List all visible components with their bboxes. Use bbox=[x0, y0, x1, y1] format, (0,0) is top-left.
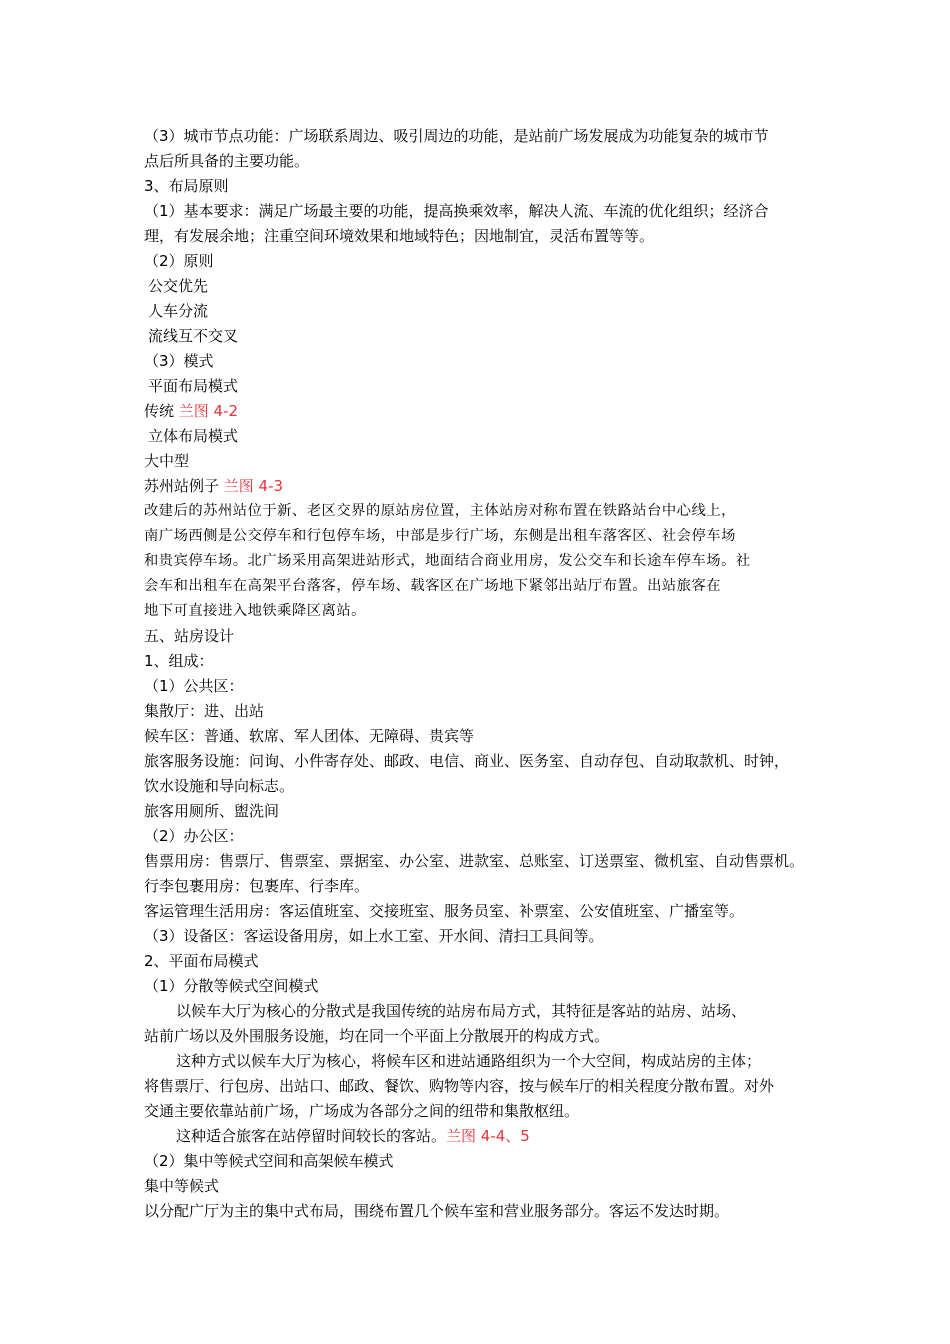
text-line: 旅客用厕所、盥洗间 bbox=[144, 802, 280, 820]
list-item: 平面布局模式 bbox=[148, 377, 239, 395]
section-heading: 2、平面布局模式 bbox=[144, 952, 259, 970]
line-text: 传统 bbox=[144, 402, 179, 420]
text-line bbox=[144, 474, 824, 499]
text-line: （1）分散等候式空间模式 bbox=[144, 977, 319, 995]
section-heading: 3、布局原则 bbox=[144, 177, 229, 195]
text-line: （3）模式 bbox=[144, 352, 214, 370]
figure-reference: 兰图 4-2 bbox=[178, 402, 239, 420]
document-page bbox=[144, 124, 824, 1224]
text-line: （3）城市节点功能：广场联系周边、吸引周边的功能，是站前广场发展成为功能复杂的城市节 bbox=[144, 127, 769, 145]
text-line: 理，有发展余地；注重空间环境效果和地域特色；因地制宜，灵活布置等等。 bbox=[144, 227, 655, 245]
paragraph-line: 会车和出租车在高架平台落客，停车场、载客区在广场地下紧邻出站厅布置。出站旅客在 bbox=[144, 578, 722, 594]
section-heading: 1、组成： bbox=[144, 652, 214, 670]
paragraph-line: 地下可直接进入地铁乘降区离站。 bbox=[144, 603, 366, 619]
text-line: 点后所具备的主要功能。 bbox=[144, 152, 310, 170]
text-line: 旅客服务设施：问询、小件寄存处、邮政、电信、商业、医务室、自动存包、自动取款机、时钟， bbox=[144, 752, 790, 770]
line-text: 这种适合旅客在站停留时间较长的客站。 bbox=[176, 1127, 447, 1145]
paragraph-line: 站前广场以及外围服务设施，均在同一个平面上分散展开的构成方式。 bbox=[144, 1027, 610, 1045]
list-item: 流线互不交叉 bbox=[148, 327, 239, 345]
list-item: 立体布局模式 bbox=[148, 427, 239, 445]
paragraph-line: 南广场西侧是公交停车和行包停车场，中部是步行广场，东侧是出租车落客区、社会停车场 bbox=[144, 528, 736, 544]
figure-reference: 兰图 4-4、5 bbox=[446, 1127, 530, 1145]
text-line: （2）原则 bbox=[144, 252, 214, 270]
text-line bbox=[144, 399, 824, 424]
paragraph-line: 和贵宾停车场。北广场采用高架进站形式，地面结合商业用房，发公交车和长途车停车场。社 bbox=[144, 553, 751, 569]
text-line: 饮水设施和导向标志。 bbox=[144, 777, 295, 795]
text-line: 客运管理生活用房：客运值班室、交接班室、服务员室、补票室、公安值班室、广播室等。 bbox=[144, 902, 745, 920]
text-line: （2）集中等候式空间和高架候车模式 bbox=[144, 1152, 394, 1170]
line-text: 苏州站例子 bbox=[144, 477, 224, 495]
text-line: 大中型 bbox=[144, 452, 190, 470]
text-line: 行李包裹用房：包裹库、行李库。 bbox=[144, 877, 370, 895]
text-line: 集散厅：进、出站 bbox=[144, 702, 265, 720]
paragraph-line: 这种方式以候车大厅为核心，将候车区和进站通路组织为一个大空间，构成站房的主体； bbox=[176, 1052, 762, 1070]
list-item: 人车分流 bbox=[148, 302, 209, 320]
paragraph-line: 交通主要依靠站前广场，广场成为各部分之间的纽带和集散枢纽。 bbox=[144, 1102, 580, 1120]
text-line: （1）公共区： bbox=[144, 677, 244, 695]
paragraph-line: 将售票厅、行包房、出站口、邮政、餐饮、购物等内容，按与候车厅的相关程度分散布置。对外 bbox=[144, 1077, 775, 1095]
text-line: 以分配广厅为主的集中式布局，围绕布置几个候车室和营业服务部分。客运不发达时期。 bbox=[144, 1202, 730, 1220]
list-item: 公交优先 bbox=[148, 277, 209, 295]
section-heading: 五、站房设计 bbox=[144, 627, 235, 645]
text-line: （2）办公区： bbox=[144, 827, 244, 845]
suzhou-paragraph bbox=[144, 499, 824, 624]
text-line: （1）基本要求：满足广场最主要的功能，提高换乘效率，解决人流、车流的优化组织；经济合 bbox=[144, 202, 769, 220]
text-line: 集中等候式 bbox=[144, 1177, 220, 1195]
paragraph-line bbox=[144, 1124, 824, 1149]
paragraph-line: 以候车大厅为核心的分散式是我国传统的站房布局方式，其特征是客站的站房、站场、 bbox=[176, 1002, 747, 1020]
figure-reference: 兰图 4-3 bbox=[223, 477, 284, 495]
text-line: （3）设备区：客运设备用房，如上水工室、开水间、清扫工具间等。 bbox=[144, 927, 604, 945]
text-line: 售票用房：售票厅、售票室、票据室、办公室、进款室、总账室、订送票室、微机室、自动售票机。 bbox=[144, 852, 805, 870]
paragraph-line: 改建后的苏州站位于新、老区交界的原站房位置，主体站房对称布置在铁路站台中心线上， bbox=[144, 503, 736, 519]
text-line: 候车区：普通、软席、军人团体、无障碍、贵宾等 bbox=[144, 727, 475, 745]
